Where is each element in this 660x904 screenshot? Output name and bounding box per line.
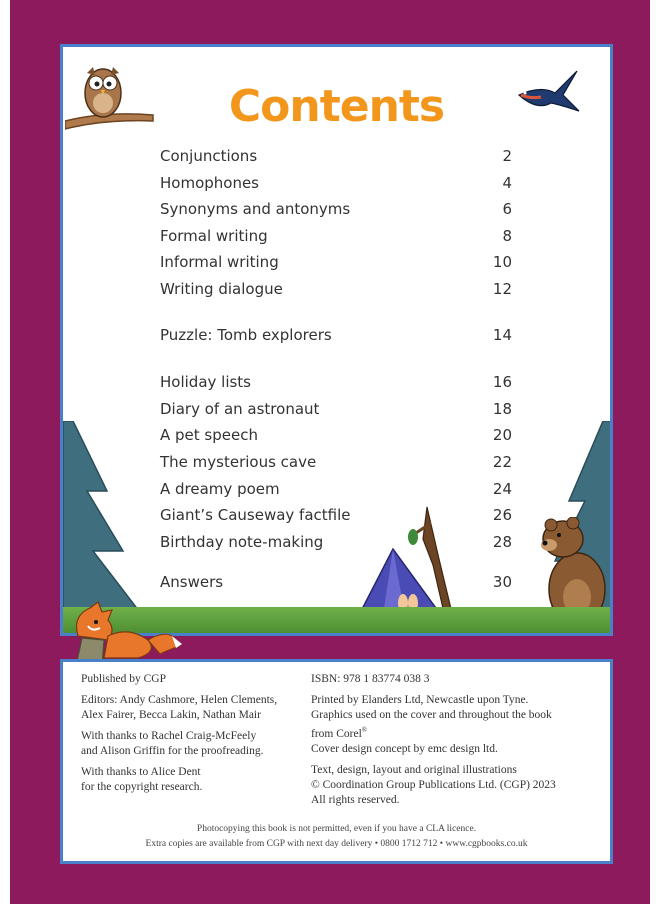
toc-label: Synonyms and antonyms <box>160 200 351 218</box>
toc-label: Holiday lists <box>160 373 251 391</box>
published-by: Published by CGP <box>81 673 166 685</box>
toc-page-number: 2 <box>502 147 512 165</box>
toc-row <box>160 227 512 249</box>
copyright-research-thanks: With thanks to Alice Dent for the copyright research. <box>81 766 203 793</box>
toc-row <box>160 326 512 348</box>
toc-page-number: 24 <box>492 480 512 498</box>
toc-label: A dreamy poem <box>160 480 280 498</box>
credits-panel <box>60 659 613 864</box>
toc-row <box>160 174 512 196</box>
toc-page-number: 8 <box>502 227 512 245</box>
toc-page-number: 6 <box>502 200 512 218</box>
toc-row <box>160 373 512 395</box>
proofreading-thanks: With thanks to Rachel Craig-McFeely and Alison Griffin for the proofreading. <box>81 730 264 757</box>
editors: Editors: Andy Cashmore, Helen Clements, Alex Fairer, Becca Lakin, Nathan Mair <box>81 694 278 721</box>
toc-row <box>160 426 512 448</box>
printing-info: Printed by Elanders Ltd, Newcastle upon Tyne. Graphics used on the cover and throughout the book from Corel® Cover design concept by emc design ltd. <box>311 694 552 755</box>
fox-illustration <box>68 596 188 668</box>
toc-page-number: 28 <box>492 533 512 551</box>
toc-label: Writing dialogue <box>160 280 283 298</box>
extra-copies-notice: Extra copies are available from CGP with next day delivery • 0800 1712 712 • www.cgpbooks.co.uk <box>145 839 528 849</box>
left-tree-illustration <box>63 421 143 621</box>
toc-row <box>160 147 512 169</box>
toc-row <box>160 200 512 222</box>
toc-page-number: 12 <box>492 280 512 298</box>
toc-label: Diary of an astronaut <box>160 400 320 418</box>
toc-label: Conjunctions <box>160 147 258 165</box>
toc-page-number: 20 <box>492 426 512 444</box>
toc-row <box>160 280 512 302</box>
footer-notice <box>63 822 610 852</box>
toc-label: Giant’s Causeway factfile <box>160 506 351 524</box>
toc-label: Answers <box>160 573 224 591</box>
toc-label: Informal writing <box>160 253 279 271</box>
toc-label: Homophones <box>160 174 260 192</box>
toc-page-number: 16 <box>492 373 512 391</box>
photocopy-notice: Photocopying this book is not permitted, even if you have a CLA licence. <box>196 824 477 834</box>
contents-panel <box>60 44 613 636</box>
toc-label: The mysterious cave <box>160 453 317 471</box>
toc-page-number: 26 <box>492 506 512 524</box>
toc-label: Formal writing <box>160 227 268 245</box>
toc-page-number: 14 <box>492 326 512 344</box>
toc-label: Birthday note-making <box>160 533 324 551</box>
page-title: Contents <box>228 81 445 132</box>
toc-label: Puzzle: Tomb explorers <box>160 326 332 344</box>
copyright-notice: Text, design, layout and original illustrations © Coordination Group Publications Ltd. (CGP) 2023 All rights reserved. <box>311 763 556 806</box>
credits-left-column <box>81 672 313 801</box>
credits-right-column <box>311 672 601 814</box>
toc-page-number: 30 <box>492 573 512 591</box>
toc-page-number: 4 <box>502 174 512 192</box>
isbn: ISBN: 978 1 83774 038 3 <box>311 673 430 685</box>
toc-page-number: 10 <box>492 253 512 271</box>
toc-row <box>160 253 512 275</box>
toc-row <box>160 453 512 475</box>
toc-page-number: 18 <box>492 400 512 418</box>
toc-label: A pet speech <box>160 426 258 444</box>
toc-page-number: 22 <box>492 453 512 471</box>
toc-row <box>160 400 512 422</box>
